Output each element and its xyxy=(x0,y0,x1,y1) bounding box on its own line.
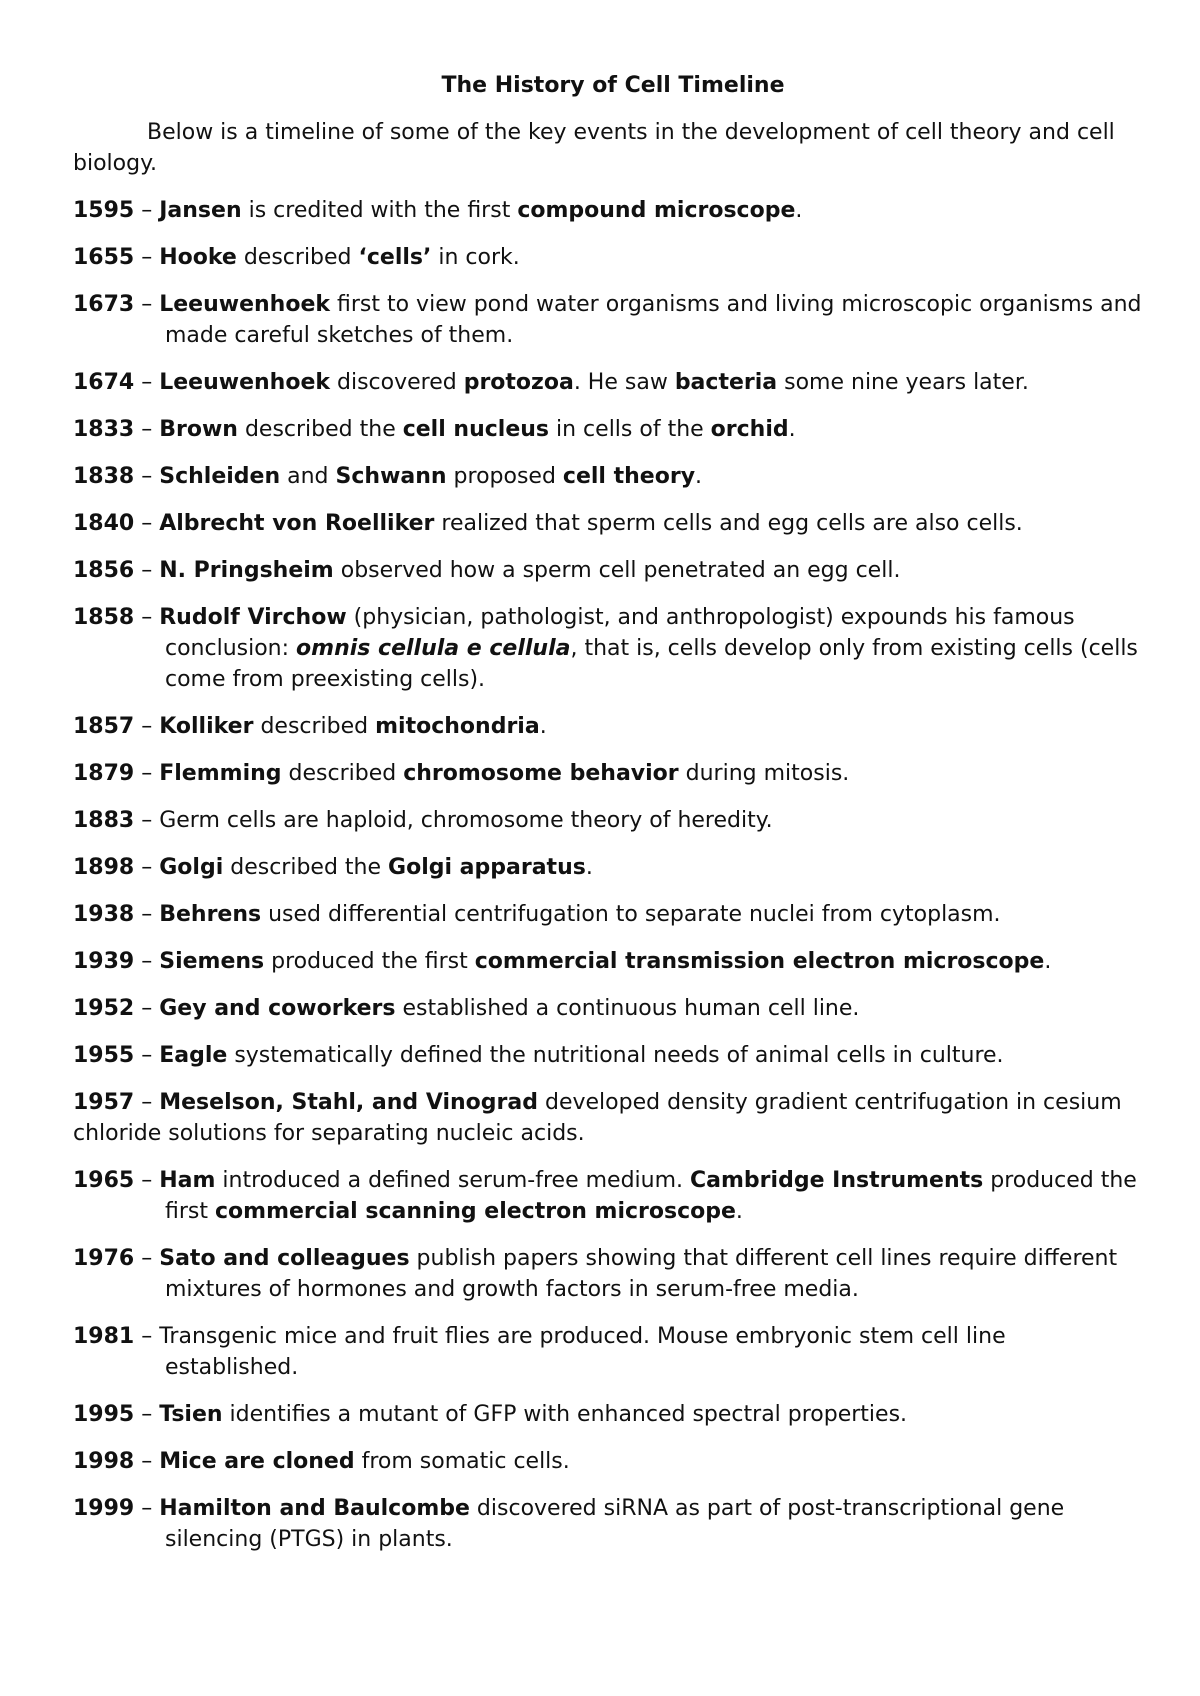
entry-text: – xyxy=(134,1043,160,1068)
entry-year: 1957 xyxy=(73,1090,135,1115)
entry-highlight: Leeuwenhoek xyxy=(159,292,330,317)
entry-text: described the xyxy=(223,855,389,880)
timeline-entry xyxy=(73,289,1143,351)
entry-text: and xyxy=(280,464,336,489)
entry-highlight: Hamilton and Baulcombe xyxy=(159,1496,470,1521)
entry-text: – xyxy=(134,417,160,442)
entry-highlight: Kolliker xyxy=(159,714,254,739)
entry-text: . xyxy=(795,198,803,223)
entry-text: . xyxy=(1044,949,1052,974)
timeline-entry xyxy=(73,1446,1143,1477)
entry-highlight: Leeuwenhoek xyxy=(159,370,330,395)
entry-text: is credited with the first xyxy=(241,198,518,223)
entry-text: – xyxy=(134,761,160,786)
entry-highlight: Rudolf Virchow xyxy=(159,605,347,630)
entry-text: . xyxy=(788,417,796,442)
timeline-entry xyxy=(73,1165,1143,1227)
entry-text: identifies a mutant of GFP with enhanced spectral properties. xyxy=(222,1402,908,1427)
entry-highlight: commercial scanning electron microscope xyxy=(214,1199,736,1224)
entry-text: . xyxy=(585,855,593,880)
document-page xyxy=(73,70,1143,1571)
entry-year: 1898 xyxy=(73,855,135,880)
entry-text: – xyxy=(134,902,160,927)
entry-text: described xyxy=(253,714,376,739)
entry-year: 1883 xyxy=(73,808,135,833)
entry-year: 1999 xyxy=(73,1496,135,1521)
entry-text: observed how a sperm cell penetrated an egg cell. xyxy=(333,558,901,583)
entry-highlight: chromosome behavior xyxy=(403,761,679,786)
timeline-entry xyxy=(73,508,1143,539)
entry-text: established a continuous human cell line. xyxy=(395,996,860,1021)
entry-text: – xyxy=(134,1090,160,1115)
entry-text: – Transgenic mice and fruit flies are produced. Mouse embryonic stem cell line established. xyxy=(134,1324,1006,1380)
timeline-entry xyxy=(73,758,1143,789)
timeline-entry xyxy=(73,1087,1143,1149)
timeline-list xyxy=(73,195,1143,1555)
entry-text: systematically defined the nutritional needs of animal cells in culture. xyxy=(227,1043,1004,1068)
entry-year: 1858 xyxy=(73,605,135,630)
timeline-entry xyxy=(73,414,1143,445)
entry-highlight: Jansen xyxy=(159,198,242,223)
entry-highlight: N. Pringsheim xyxy=(159,558,334,583)
entry-year: 1976 xyxy=(73,1246,135,1271)
entry-highlight: Meselson, Stahl, and Vinograd xyxy=(159,1090,538,1115)
entry-highlight: Eagle xyxy=(159,1043,228,1068)
entry-text: . xyxy=(539,714,547,739)
timeline-entry xyxy=(73,993,1143,1024)
intro-paragraph: Below is a timeline of some of the key events in the development of cell theory and cell biology. xyxy=(73,120,1115,176)
entry-highlight: Tsien xyxy=(159,1402,223,1427)
entry-year: 1879 xyxy=(73,761,135,786)
entry-year: 1981 xyxy=(73,1324,135,1349)
entry-text: – xyxy=(134,370,160,395)
timeline-entry xyxy=(73,946,1143,977)
entry-text: during mitosis. xyxy=(678,761,850,786)
timeline-entry xyxy=(73,1243,1143,1305)
entry-text: – xyxy=(134,245,160,270)
entry-text: – xyxy=(134,511,160,536)
entry-year: 1674 xyxy=(73,370,135,395)
entry-year: 1856 xyxy=(73,558,135,583)
entry-text: realized that sperm cells and egg cells are also cells. xyxy=(434,511,1023,536)
entry-year: 1595 xyxy=(73,198,135,223)
entry-highlight: compound microscope xyxy=(517,198,796,223)
entry-highlight: Golgi xyxy=(159,855,224,880)
entry-year: 1840 xyxy=(73,511,135,536)
entry-text: – xyxy=(134,949,160,974)
entry-year: 1939 xyxy=(73,949,135,974)
entry-highlight: Siemens xyxy=(159,949,265,974)
entry-highlight: mitochondria xyxy=(375,714,540,739)
entry-highlight: Brown xyxy=(159,417,238,442)
entry-year: 1673 xyxy=(73,292,135,317)
entry-highlight: Ham xyxy=(159,1168,216,1193)
timeline-entry xyxy=(73,899,1143,930)
entry-highlight: Mice are cloned xyxy=(159,1449,355,1474)
entry-highlight: commercial transmission electron microscope xyxy=(474,949,1045,974)
entry-highlight: Sato and colleagues xyxy=(159,1246,410,1271)
entry-year: 1998 xyxy=(73,1449,135,1474)
timeline-entry xyxy=(73,852,1143,883)
entry-highlight: Gey and coworkers xyxy=(159,996,396,1021)
entry-highlight: protozoa xyxy=(463,370,574,395)
entry-text: – xyxy=(134,996,160,1021)
timeline-entry xyxy=(73,1493,1143,1555)
timeline-entry xyxy=(73,805,1143,836)
entry-text: in cells of the xyxy=(549,417,711,442)
entry-text: – xyxy=(134,1449,160,1474)
entry-highlight: Albrecht von Roelliker xyxy=(159,511,435,536)
entry-highlight: ‘cells’ xyxy=(358,245,432,270)
entry-text: used differential centrifugation to separate nuclei from cytoplasm. xyxy=(261,902,1001,927)
entry-highlight: Schwann xyxy=(335,464,447,489)
entry-highlight: Golgi apparatus xyxy=(388,855,586,880)
timeline-entry xyxy=(73,1040,1143,1071)
timeline-entry xyxy=(73,195,1143,226)
entry-highlight: Hooke xyxy=(159,245,237,270)
entry-highlight: Schleiden xyxy=(159,464,281,489)
entry-year: 1955 xyxy=(73,1043,135,1068)
entry-text: – xyxy=(134,558,160,583)
entry-year: 1838 xyxy=(73,464,135,489)
entry-highlight: cell nucleus xyxy=(402,417,550,442)
timeline-entry xyxy=(73,1399,1143,1430)
entry-text: proposed xyxy=(446,464,563,489)
entry-year: 1655 xyxy=(73,245,135,270)
entry-highlight: orchid xyxy=(710,417,789,442)
timeline-entry xyxy=(73,602,1143,695)
entry-text: – xyxy=(134,1496,160,1521)
entry-year: 1952 xyxy=(73,996,135,1021)
entry-year: 1857 xyxy=(73,714,135,739)
entry-text: . He saw xyxy=(573,370,675,395)
entry-text: produced the first xyxy=(165,1168,1137,1224)
timeline-entry xyxy=(73,367,1143,398)
entry-text: described the xyxy=(237,417,403,442)
entry-year: 1833 xyxy=(73,417,135,442)
timeline-entry xyxy=(73,1321,1143,1383)
entry-text: – xyxy=(134,198,160,223)
entry-text: – xyxy=(134,605,160,630)
entry-year: 1938 xyxy=(73,902,135,927)
entry-highlight: omnis cellula e cellula xyxy=(296,636,571,661)
entry-text: discovered siRNA as part of post-transcriptional gene silencing (PTGS) in plants. xyxy=(165,1496,1065,1552)
entry-text: developed density gradient centrifugation in cesium chloride solutions for separating nucleic acids. xyxy=(73,1090,1122,1146)
entry-text: discovered xyxy=(330,370,464,395)
entry-text: first to view pond water organisms and living microscopic organisms and made careful sketches of them. xyxy=(165,292,1142,348)
entry-text: – xyxy=(134,855,160,880)
entry-highlight: Behrens xyxy=(159,902,262,927)
entry-text: , that is, cells develop only from existing cells (cells come from preexisting cells). xyxy=(165,636,1138,692)
entry-highlight: cell theory xyxy=(562,464,696,489)
entry-text: – xyxy=(134,714,160,739)
entry-text: described xyxy=(236,245,359,270)
timeline-entry xyxy=(73,711,1143,742)
entry-text: – Germ cells are haploid, chromosome theory of heredity. xyxy=(134,808,773,833)
entry-text: introduced a defined serum-free medium. xyxy=(215,1168,691,1193)
entry-year: 1965 xyxy=(73,1168,135,1193)
entry-text: – xyxy=(134,464,160,489)
entry-text: . xyxy=(695,464,703,489)
entry-text: . xyxy=(735,1199,743,1224)
entry-text: (physician, pathologist, and anthropologist) expounds his famous conclusion: xyxy=(165,605,1075,661)
entry-text: described xyxy=(281,761,404,786)
entry-text: in cork. xyxy=(431,245,520,270)
entry-text: from somatic cells. xyxy=(354,1449,570,1474)
document-title: The History of Cell Timeline xyxy=(441,73,785,98)
entry-text: – xyxy=(134,1168,160,1193)
entry-text: publish papers showing that different cell lines require different mixtures of hormones and growth factors in serum-free media. xyxy=(165,1246,1118,1302)
entry-text: – xyxy=(134,1246,160,1271)
entry-year: 1995 xyxy=(73,1402,135,1427)
entry-highlight: Cambridge Instruments xyxy=(690,1168,984,1193)
entry-text: – xyxy=(134,1402,160,1427)
entry-highlight: Flemming xyxy=(159,761,282,786)
entry-highlight: bacteria xyxy=(674,370,778,395)
timeline-entry xyxy=(73,461,1143,492)
entry-text: produced the first xyxy=(264,949,475,974)
timeline-entry xyxy=(73,242,1143,273)
entry-text: – xyxy=(134,292,160,317)
entry-text: some nine years later. xyxy=(777,370,1029,395)
timeline-entry xyxy=(73,555,1143,586)
